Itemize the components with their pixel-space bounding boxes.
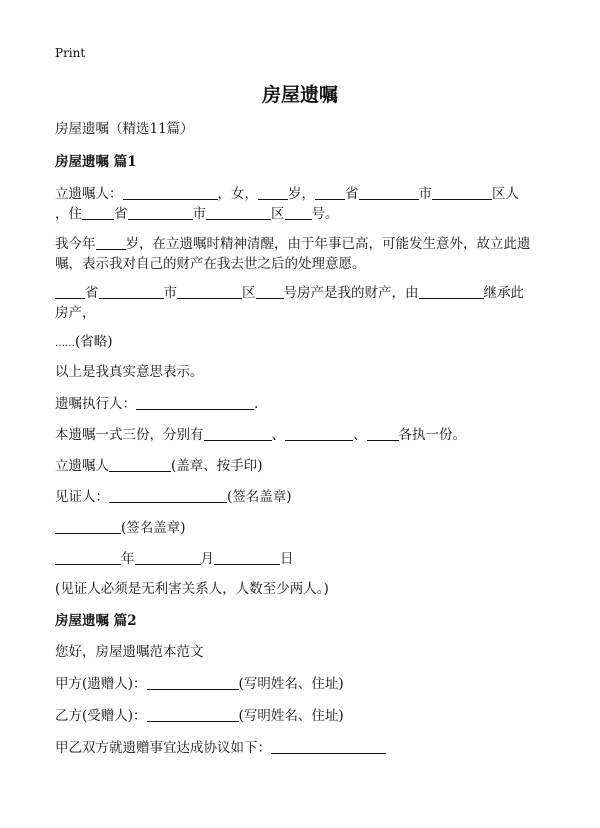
city-text: 市 <box>418 186 432 202</box>
testator-info-line2 <box>55 203 550 225</box>
witness2-line <box>55 517 550 539</box>
residence-number-blank[interactable] <box>285 205 312 220</box>
property-district-blank[interactable] <box>177 284 242 299</box>
witness-rule: (见证人必须是无利害关系人，人数至少两人。) <box>55 581 329 597</box>
day-blank[interactable] <box>214 550 280 565</box>
copy-holder-2-blank[interactable] <box>285 426 353 441</box>
executor-label: 遗嘱执行人： <box>55 396 136 412</box>
year-blank[interactable] <box>55 550 121 565</box>
residence-city-text: 市 <box>192 206 206 222</box>
testator-sign-line <box>55 455 550 477</box>
party-b-line <box>55 705 550 727</box>
witness-line <box>55 486 550 508</box>
witness2-blank[interactable] <box>55 519 121 534</box>
executor-blank[interactable] <box>136 395 254 410</box>
party-a-blank[interactable] <box>147 675 239 690</box>
property-province-blank[interactable] <box>55 284 85 299</box>
residence-district-blank[interactable] <box>206 205 271 220</box>
party-b-note: (写明姓名、住址) <box>238 708 344 724</box>
province-blank[interactable] <box>315 185 345 200</box>
declaration-line2: 嘱，表示我对自己的财产在我去世之后的处理意愿。 <box>55 256 366 272</box>
declaration-line1 <box>55 233 550 255</box>
copies-sep-1: 、 <box>271 427 285 443</box>
agreement-blank[interactable] <box>271 739 386 754</box>
party-b-blank[interactable] <box>147 707 239 722</box>
omitted-line <box>55 331 550 355</box>
executor-end: . <box>254 396 259 412</box>
party-a-note: (写明姓名、住址) <box>238 676 344 692</box>
testator-label: 立遗嘱人： <box>55 186 123 202</box>
residence-province-blank[interactable] <box>82 205 114 220</box>
testator-info-line1 <box>55 183 550 205</box>
agreement-text: 甲乙双方就遗赠事宜达成协议如下： <box>55 740 271 756</box>
party-b-label: 乙方(受赠人)： <box>55 708 147 724</box>
declaration-age-blank[interactable] <box>96 235 126 250</box>
month-blank[interactable] <box>135 550 201 565</box>
age-blank[interactable] <box>258 185 288 200</box>
witness-label: 见证人： <box>55 489 109 505</box>
residence-prefix: ，住 <box>55 206 82 222</box>
date-line <box>55 548 550 570</box>
party-a-label: 甲方(遗赠人)： <box>55 676 147 692</box>
copy-holder-1-blank[interactable] <box>204 426 272 441</box>
city-blank[interactable] <box>359 185 419 200</box>
gender-text: ，女， <box>217 186 258 202</box>
copies-line <box>55 424 550 446</box>
residence-city-blank[interactable] <box>128 205 193 220</box>
property-province-text: 省 <box>85 285 99 301</box>
testator-sign-note: (盖章、按手印) <box>171 458 263 474</box>
party-a-line <box>55 673 550 695</box>
property-text: 号房产是我的财产，由 <box>283 285 419 301</box>
copies-sep-2: 、 <box>353 427 367 443</box>
declaration-text-b: 岁，在立遗嘱时精神清醒，由于年事已高，可能发生意外，故立此遗 <box>125 236 531 252</box>
testator-sign-label: 立遗嘱人 <box>55 458 109 474</box>
copies-text-b: 各执一份。 <box>398 427 466 443</box>
property-city-blank[interactable] <box>99 284 164 299</box>
print-link[interactable]: Print <box>55 46 86 60</box>
age-unit: 岁， <box>288 186 315 202</box>
property-city-text: 市 <box>163 285 177 301</box>
document-subtitle: 房屋遗嘱（精选11篇） <box>55 121 194 137</box>
testator-name-blank[interactable] <box>123 185 218 200</box>
heir-blank[interactable] <box>419 284 484 299</box>
property-district-text: 区 <box>242 285 256 301</box>
property-line2: 房产， <box>55 305 96 321</box>
month-text: 月 <box>200 551 214 567</box>
copies-text-a: 本遗嘱一式三份，分别有 <box>55 427 204 443</box>
section1-heading: 房屋遗嘱 篇1 <box>55 154 137 170</box>
ellipsis: …… <box>55 338 75 349</box>
province-text: 省 <box>345 186 359 202</box>
section2-greeting: 您好，房屋遗嘱范本范文 <box>55 644 204 660</box>
property-number-blank[interactable] <box>256 284 284 299</box>
witness2-note: (签名盖章) <box>121 520 186 536</box>
document-title: 房屋遗嘱 <box>261 84 338 106</box>
declaration-text-a: 我今年 <box>55 236 96 252</box>
inherit-text: 继承此 <box>483 285 524 301</box>
property-line1 <box>55 282 550 304</box>
residence-number-text: 号。 <box>311 206 339 222</box>
residence-province-text: 省 <box>114 206 128 222</box>
true-intent-line: 以上是我真实意思表示。 <box>55 364 204 380</box>
district-blank[interactable] <box>432 185 492 200</box>
day-text: 日 <box>280 551 294 567</box>
witness-blank[interactable] <box>109 488 227 503</box>
executor-line <box>55 393 550 415</box>
residence-district-text: 区 <box>271 206 285 222</box>
testator-sign-blank[interactable] <box>109 457 171 472</box>
omitted-text: (省略) <box>75 334 113 350</box>
witness-note: (签名盖章) <box>227 489 292 505</box>
district-text: 区人 <box>492 186 519 202</box>
year-text: 年 <box>121 551 135 567</box>
section2-heading: 房屋遗嘱 篇2 <box>55 613 137 629</box>
copy-holder-3-blank[interactable] <box>367 426 399 441</box>
agreement-line <box>55 737 550 759</box>
